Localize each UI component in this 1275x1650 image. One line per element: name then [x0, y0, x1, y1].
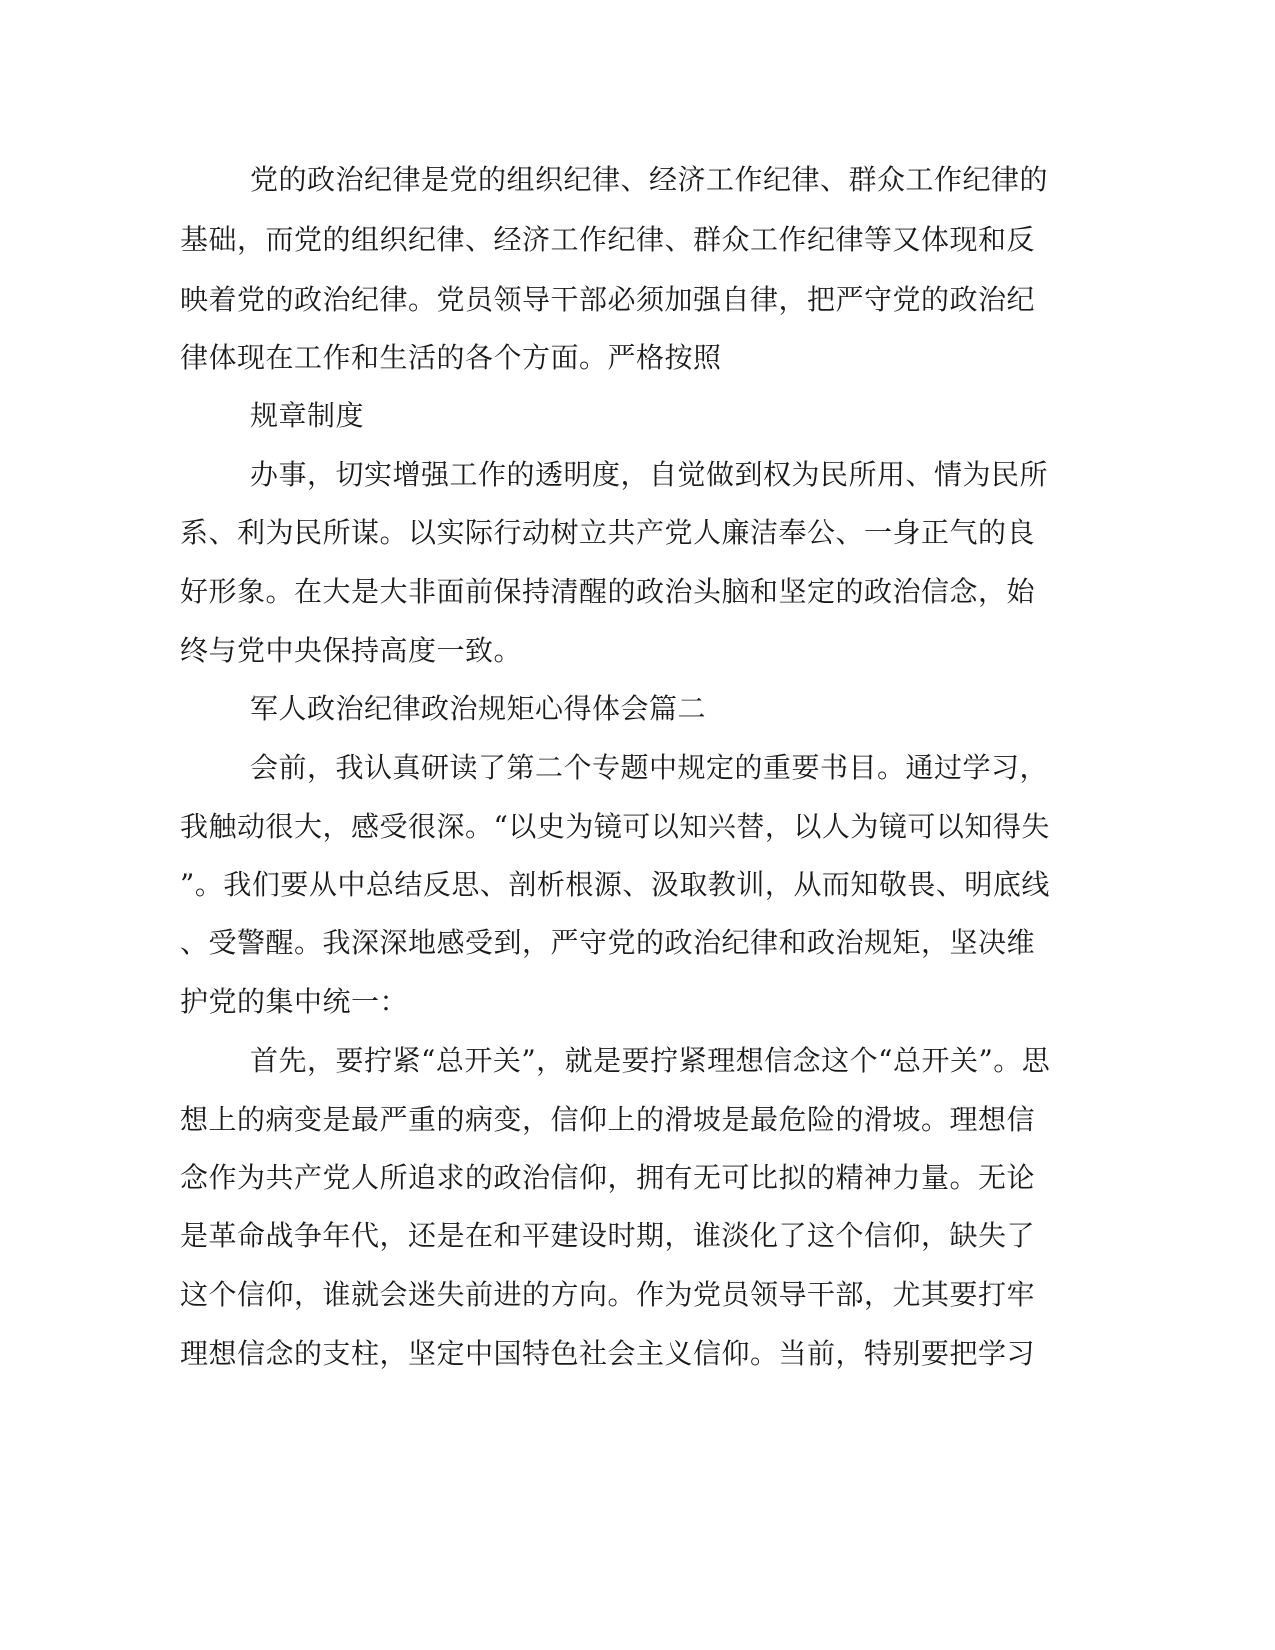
paragraph-line: 想上的病变是最严重的病变，信仰上的滑坡是最危险的滑坡。理想信	[180, 1103, 1036, 1136]
paragraph-line: 念作为共产党人所追求的政治信仰，拥有无可比拟的精神力量。无论	[180, 1161, 1036, 1194]
paragraph-line: 这个信仰，谁就会迷失前进的方向。作为党员领导干部，尤其要打牢	[180, 1278, 1036, 1311]
paragraph-line: 律体现在工作和生活的各个方面。严格按照	[180, 341, 722, 374]
paragraph-line: 我触动很大，感受很深。“以史为镜可以知兴替，以人为镜可以知得失	[180, 810, 1050, 843]
paragraph-line: 党的政治纪律是党的组织纪律、经济工作纪律、群众工作纪律的	[250, 163, 1049, 196]
paragraph-line: 护党的集中统一：	[180, 985, 409, 1018]
paragraph-line: 办事，切实增强工作的透明度，自觉做到权为民所用、情为民所	[250, 458, 1049, 491]
paragraph-line: 、受警醒。我深深地感受到，严守党的政治纪律和政治规矩，坚决维	[180, 926, 1036, 959]
paragraph-line: 会前，我认真研读了第二个专题中规定的重要书目。通过学习，	[250, 751, 1049, 784]
paragraph-line: 映着党的政治纪律。党员领导干部必须加强自律，把严守党的政治纪	[180, 283, 1036, 316]
section-heading: 军人政治纪律政治规矩心得体会篇二	[250, 692, 707, 725]
paragraph-line: ”。我们要从中总结反思、剖析根源、汲取教训，从而知敬畏、明底线	[180, 868, 1050, 901]
paragraph-line: 好形象。在大是大非面前保持清醒的政治头脑和坚定的政治信念，始	[180, 575, 1036, 608]
paragraph-line: 系、利为民所谋。以实际行动树立共产党人廉洁奉公、一身正气的良	[180, 516, 1036, 549]
paragraph-line: 首先，要拧紧“总开关”，就是要拧紧理想信念这个“总开关”。思	[250, 1044, 1051, 1077]
paragraph-line: 基础，而党的组织纪律、经济工作纪律、群众工作纪律等又体现和反	[180, 223, 1036, 256]
paragraph-line: 规章制度	[250, 399, 365, 432]
paragraph-line: 终与党中央保持高度一致。	[180, 634, 523, 667]
paragraph-line: 理想信念的支柱，坚定中国特色社会主义信仰。当前，特别要把学习	[180, 1337, 1036, 1370]
paragraph-line: 是革命战争年代，还是在和平建设时期，谁淡化了这个信仰，缺失了	[180, 1219, 1036, 1252]
